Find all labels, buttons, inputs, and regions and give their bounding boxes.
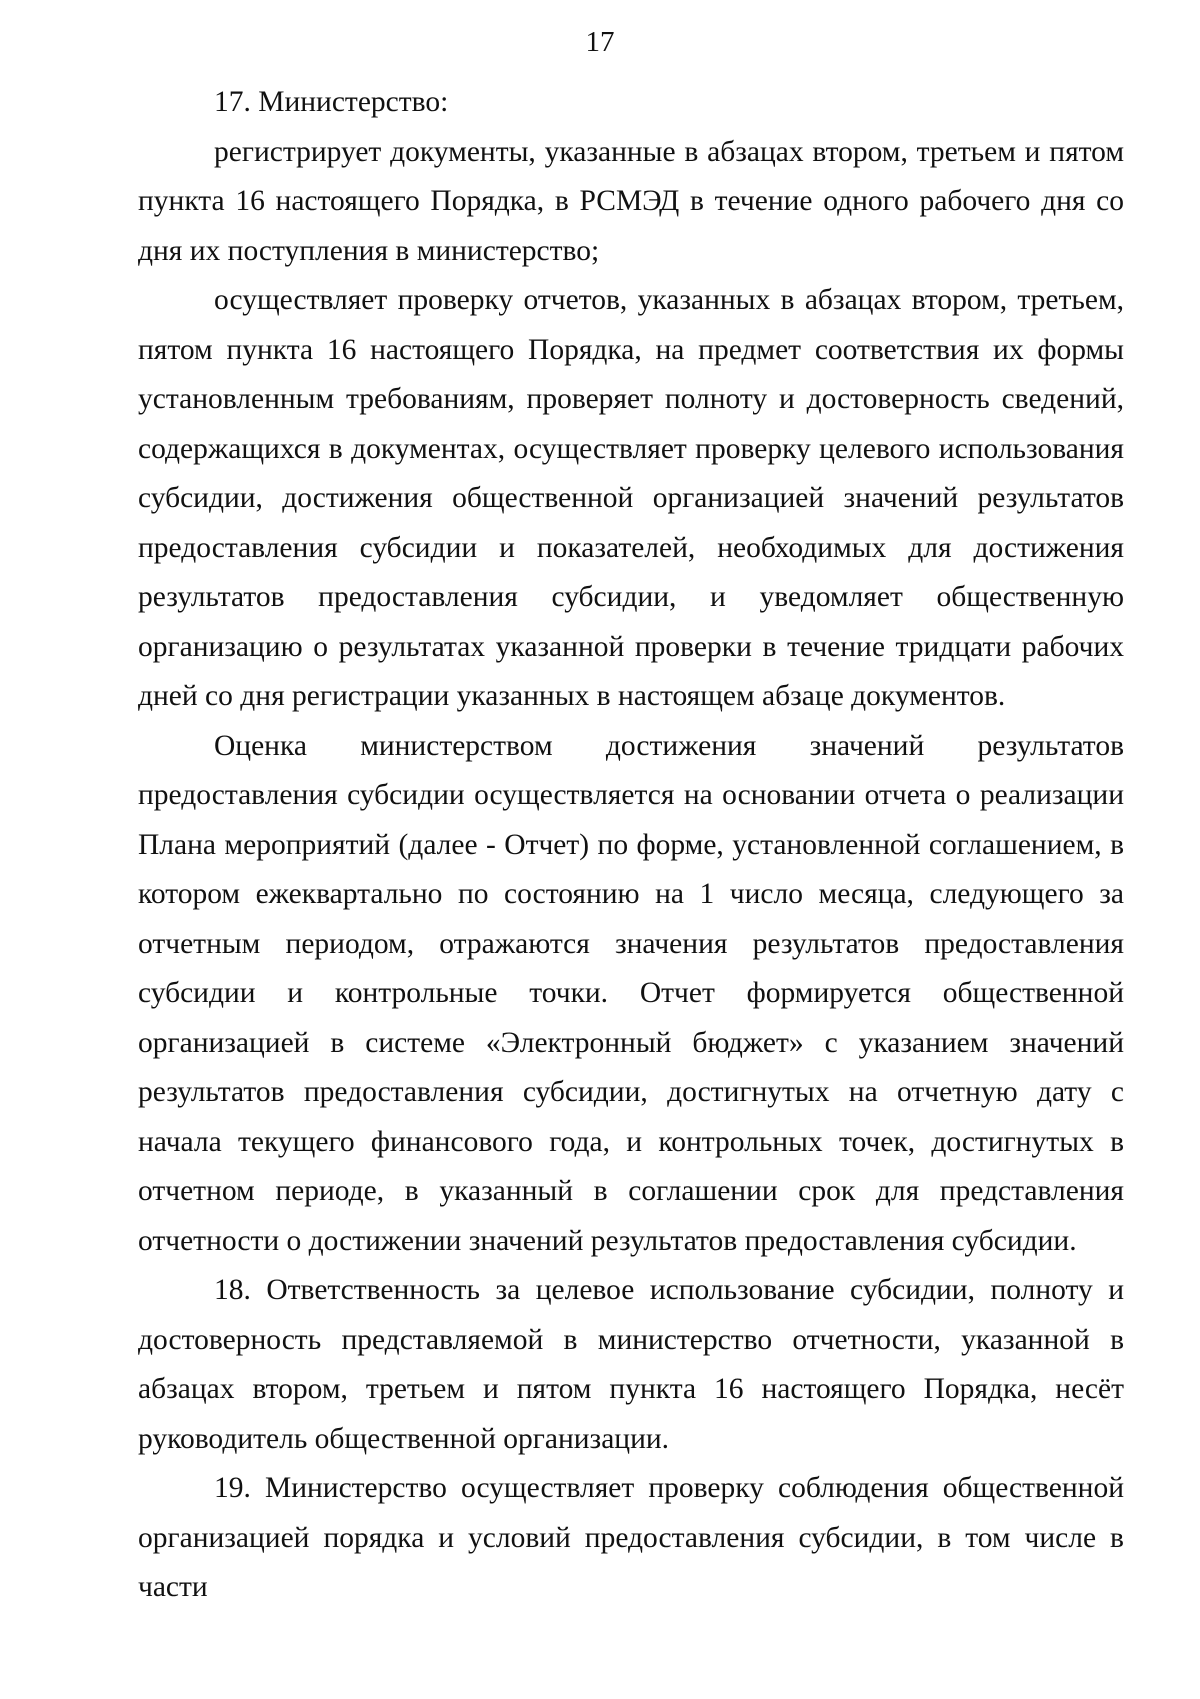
paragraph-19-inspection: 19. Министерство осуществляет проверку соблюдения общественной организацией порядка и условий предоставления субсидии, в том числе в части	[138, 1472, 1124, 1603]
paragraph-verification: осуществляет проверку отчетов, указанных в абзацах втором, третьем, пятом пункта 16 настоящего Порядка, на предмет соответствия их формы установленным требованиям, проверяет полноту и достоверность сведений, содержащихся в документах, осуществляет проверку целевого использования субсидии, достижения общественной организацией значений результатов предоставления субсидии и показателей, необходимых для достижения результатов предоставления субсидии, и уведомляет общественную организацию о результатах указанной проверки в течение тридцати рабочих дней со дня регистрации указанных в настоящем абзаце документов.	[138, 284, 1124, 712]
paragraph-registration: регистрирует документы, указанные в абзацах втором, третьем и пятом пункта 16 настоящего Порядка, в РСМЭД в течение одного рабочего дня со дня их поступления в министерство;	[138, 135, 1124, 267]
document-body	[138, 78, 1124, 1613]
page-number: 17	[585, 26, 615, 58]
paragraph-assessment: Оценка министерством достижения значений результатов предоставления субсидии осуществляется на основании отчета о реализации Плана мероприятий (далее - Отчет) по форме, установленной соглашением, в котором ежеквартально по состоянию на 1 число месяца, следующего за отчетным периодом, отражаются значения результатов предоставления субсидии и контрольные точки. Отчет формируется общественной организацией в системе «Электронный бюджет» с указанием значений результатов предоставления субсидии, достигнутых на отчетную дату с начала текущего финансового года, и контрольных точек, достигнутых в отчетном периоде, в указанный в соглашении срок для представления отчетности о достижении значений результатов предоставления субсидии.	[138, 729, 1124, 1257]
paragraph-18-responsibility: 18. Ответственность за целевое использование субсидии, полноту и достоверность представляемой в министерство отчетности, указанной в абзацах втором, третьем и пятом пункта 16 настоящего Порядка, несёт руководитель общественной организации.	[138, 1274, 1124, 1455]
paragraph-17-heading: 17. Министерство:	[214, 86, 449, 118]
